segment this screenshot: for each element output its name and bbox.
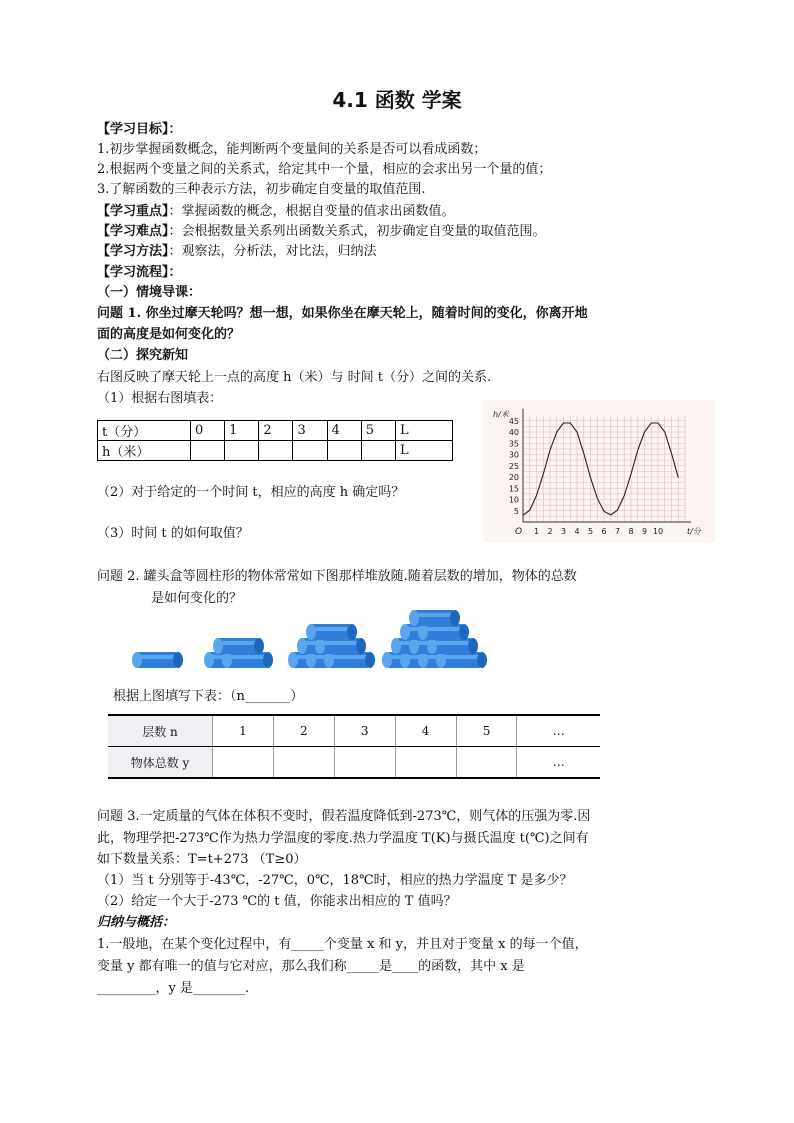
y-tick-label: 45 <box>508 416 519 426</box>
key-points <box>97 203 455 221</box>
table-cell: 层数 n <box>108 715 213 747</box>
goal-item-3: 3.了解函数的三种表示方法，初步确定自变量的取值范围. <box>97 182 426 197</box>
table-cell <box>225 441 259 461</box>
y-tick-label: 25 <box>508 461 519 471</box>
table-cell: 4 <box>395 715 456 747</box>
cylinder-stack-4 <box>436 652 487 668</box>
table-row <box>108 747 600 779</box>
cylinder-front-face <box>213 638 223 654</box>
page-title: 4.1 函数 学案 <box>332 88 462 112</box>
table-cell: 2 <box>273 715 334 747</box>
cylinder-front-face <box>132 652 142 668</box>
table-cell: 5 <box>361 421 395 441</box>
table-cell: 1 <box>225 421 259 441</box>
cylinder-front-face <box>306 652 316 668</box>
process-heading: 【学习流程】： <box>97 265 182 280</box>
x-tick-label: 1 <box>533 527 540 536</box>
cylinder-front-face <box>288 652 298 668</box>
cylinder-end <box>263 652 273 668</box>
cylinder-highlight <box>228 655 266 659</box>
q2-line1: 问题 2. 罐头盒等圆柱形的物体常常如下图那样堆放随.随着层数的增加，物体的总数 <box>97 569 577 584</box>
q1-line1: 问题 1. 你坐过摩天轮吗？想一想，如果你坐在摩天轮上，随着时间的变化，你离开地 <box>97 306 588 321</box>
table-cell <box>361 441 395 461</box>
cylinder-front-face <box>409 610 419 626</box>
cylinder-end <box>173 652 183 668</box>
table-cell: 4 <box>327 421 361 441</box>
table-cell: 3 <box>334 715 395 747</box>
goals-heading: 【学习目标】： <box>97 122 182 137</box>
cylinder-end <box>356 638 366 654</box>
table-cell: 5 <box>456 715 517 747</box>
layer-count-table <box>108 714 600 779</box>
table-cell <box>334 747 395 779</box>
methods-label: 【学习方法】 <box>97 244 169 259</box>
x-tick-label: 5 <box>587 527 594 536</box>
cylinder-highlight <box>219 641 257 645</box>
cylinder-end <box>459 624 469 640</box>
cylinder-end <box>347 624 357 640</box>
table-cell <box>327 441 361 461</box>
table-cell: 0 <box>191 421 225 441</box>
cylinder-end <box>254 638 264 654</box>
cylinder-highlight <box>424 627 462 631</box>
x-tick-label: 2 <box>547 527 553 536</box>
cylinder-body <box>136 652 178 668</box>
y-axis-label: h/米 <box>493 409 509 419</box>
cylinder-front-face <box>427 638 437 654</box>
cylinder-front-face <box>400 624 410 640</box>
cylinder-front-face <box>418 652 428 668</box>
cylinder-front-face <box>391 638 401 654</box>
cylinder-body <box>413 610 455 626</box>
cylinder-body <box>328 652 370 668</box>
x-axis-label: t/分 <box>687 527 701 536</box>
table-cell: t（分） <box>98 421 191 441</box>
summary-heading: 归纳与概括： <box>97 915 176 930</box>
y-tick-label: 5 <box>513 506 519 516</box>
cylinder-stack-4 <box>409 610 460 626</box>
origin-label: O <box>515 527 523 537</box>
table-cell <box>395 747 456 779</box>
y-tick-label: 20 <box>508 473 519 482</box>
cylinder-end <box>365 652 375 668</box>
y-tick-label: 30 <box>508 450 519 460</box>
goal-item-1: 1.初步掌握函数概念，能判断两个变量间的关系是否可以看成函数； <box>97 142 487 157</box>
cylinder-stack-4 <box>427 638 478 654</box>
y-tick-label: 40 <box>508 428 519 437</box>
table-cell: 3 <box>293 421 327 441</box>
cylinder-body <box>431 638 473 654</box>
q2-fill-prompt: 根据上图填写下表：（n_______） <box>113 689 304 704</box>
table-cell: … <box>517 715 600 747</box>
cylinder-body <box>310 624 352 640</box>
cylinder-end <box>450 610 460 626</box>
explore-sub2: （2）对于给定的一个时间 t，相应的高度 h 确定吗？ <box>97 485 405 500</box>
key-points-text: ：掌握函数的概念，根据自变量的值求出函数值。 <box>168 204 455 219</box>
cylinder-front-face <box>418 624 428 640</box>
x-tick-label: 9 <box>641 527 648 536</box>
cylinder-front-face <box>306 624 316 640</box>
table-cell <box>213 747 274 779</box>
cylinder-stack-4 <box>418 624 469 640</box>
summary-line3: _________，y 是________. <box>97 981 250 996</box>
cylinder-body <box>319 638 361 654</box>
cylinder-front-face <box>400 652 410 668</box>
q3-line2: 此，物理学把-273℃作为热力学温度的零度.热力学温度 T(K)与摄氏温度 t(℃)之间有 <box>97 831 589 846</box>
section1-heading: （一）情境导课： <box>97 285 202 300</box>
cylinder-stack-1 <box>132 652 183 668</box>
x-tick-label: 8 <box>628 527 634 536</box>
cylinder-front-face <box>409 638 419 654</box>
cylinder-stack-3 <box>306 624 357 640</box>
cylinder-highlight <box>330 655 368 659</box>
table-cell: 1 <box>213 715 274 747</box>
cylinder-front-face <box>222 652 232 668</box>
cylinder-front-face <box>436 652 446 668</box>
table-cell <box>293 441 327 461</box>
x-tick-label: 10 <box>652 527 664 536</box>
time-height-table <box>97 420 453 461</box>
key-points-label: 【学习重点】 <box>97 204 169 219</box>
table-row <box>108 715 600 747</box>
explore-sub3: （3）时间 t 的如何取值？ <box>97 526 249 541</box>
y-tick-label: 10 <box>508 495 519 505</box>
cylinder-body <box>440 652 482 668</box>
cylinder-end <box>468 638 478 654</box>
methods-text: ：观察法，分析法，对比法，归纳法 <box>168 244 377 259</box>
table-row <box>98 421 453 441</box>
ferris-wheel-chart <box>483 400 715 542</box>
cylinder-body <box>422 624 464 640</box>
q1-line2: 面的高度是如何变化的？ <box>97 327 241 342</box>
cylinder-front-face <box>324 652 334 668</box>
table-cell: … <box>517 747 600 779</box>
cylinder-front-face <box>204 652 214 668</box>
q2-line2: 是如何变化的？ <box>151 591 243 606</box>
summary-line1: 1.一般地，在某个变化过程中，有_____个变量 x 和 y，并且对于变量 x 的每一个值， <box>97 937 588 952</box>
y-tick-label: 15 <box>508 484 519 494</box>
x-tick-label: 4 <box>574 527 580 536</box>
summary-line2: 变量 y 都有唯一的值与它对应，那么我们称_____是____的函数，其中 x 是 <box>97 959 525 974</box>
cylinder-stack-2 <box>213 638 264 654</box>
cylinder-highlight <box>442 655 480 659</box>
cylinder-highlight <box>433 641 471 645</box>
x-tick-label: 6 <box>601 527 607 536</box>
cylinder-front-face <box>297 638 307 654</box>
table-cell: L <box>396 421 453 441</box>
table-row <box>98 441 453 461</box>
section2-heading: （二）探究新知 <box>97 348 189 363</box>
table-cell: L <box>396 441 453 461</box>
x-tick-label: 3 <box>560 527 567 536</box>
x-tick-label: 7 <box>614 527 621 536</box>
methods <box>97 243 377 261</box>
goal-item-2: 2.根据两个变量之间的关系式，给定其中一个量，相应的会求出另一个量的值； <box>97 162 552 177</box>
cylinder-front-face <box>382 652 392 668</box>
difficulty-text: ：会根据数量关系列出函数关系式，初步确定自变量的取值范围。 <box>168 224 546 239</box>
explore-intro: 右图反映了摩天轮上一点的高度 h（米）与 时间 t（分）之间的关系. <box>97 370 492 385</box>
cylinder-highlight <box>312 627 350 631</box>
q3-sub2: （2）给定一个大于-273 ℃的 t 值，你能求出相应的 T 值吗？ <box>97 894 457 909</box>
cylinder-end <box>477 652 487 668</box>
q3-line1: 问题 3.一定质量的气体在体积不变时，假若温度降低到-273℃，则气体的压强为零.因 <box>97 809 591 824</box>
table-cell: h（米） <box>98 441 191 461</box>
cylinder-stack-2 <box>222 652 273 668</box>
table-cell <box>191 441 225 461</box>
cylinder-body <box>226 652 268 668</box>
difficulty <box>97 223 546 241</box>
q3-line3: 如下数量关系：T=t+273 （T≥0） <box>97 852 307 867</box>
cylinder-highlight <box>138 655 176 659</box>
explore-sub1: （1）根据右图填表： <box>97 391 223 406</box>
cylinder-stack-3 <box>315 638 366 654</box>
y-tick-label: 35 <box>508 439 519 449</box>
difficulty-label: 【学习难点】 <box>97 224 169 239</box>
table-cell <box>259 441 293 461</box>
table-cell: 物体总数 y <box>108 747 213 779</box>
table-cell <box>273 747 334 779</box>
cylinder-highlight <box>415 613 453 617</box>
cylinder-highlight <box>321 641 359 645</box>
cylinder-stack-3 <box>324 652 375 668</box>
cylinder-body <box>217 638 259 654</box>
q3-sub1: （1）当 t 分别等于-43℃，-27℃，0℃，18℃时，相应的热力学温度 T 是多少？ <box>97 873 573 888</box>
cylinder-stacks-illustration <box>128 608 498 678</box>
table-cell: 2 <box>259 421 293 441</box>
cylinder-front-face <box>315 638 325 654</box>
table-cell <box>456 747 517 779</box>
